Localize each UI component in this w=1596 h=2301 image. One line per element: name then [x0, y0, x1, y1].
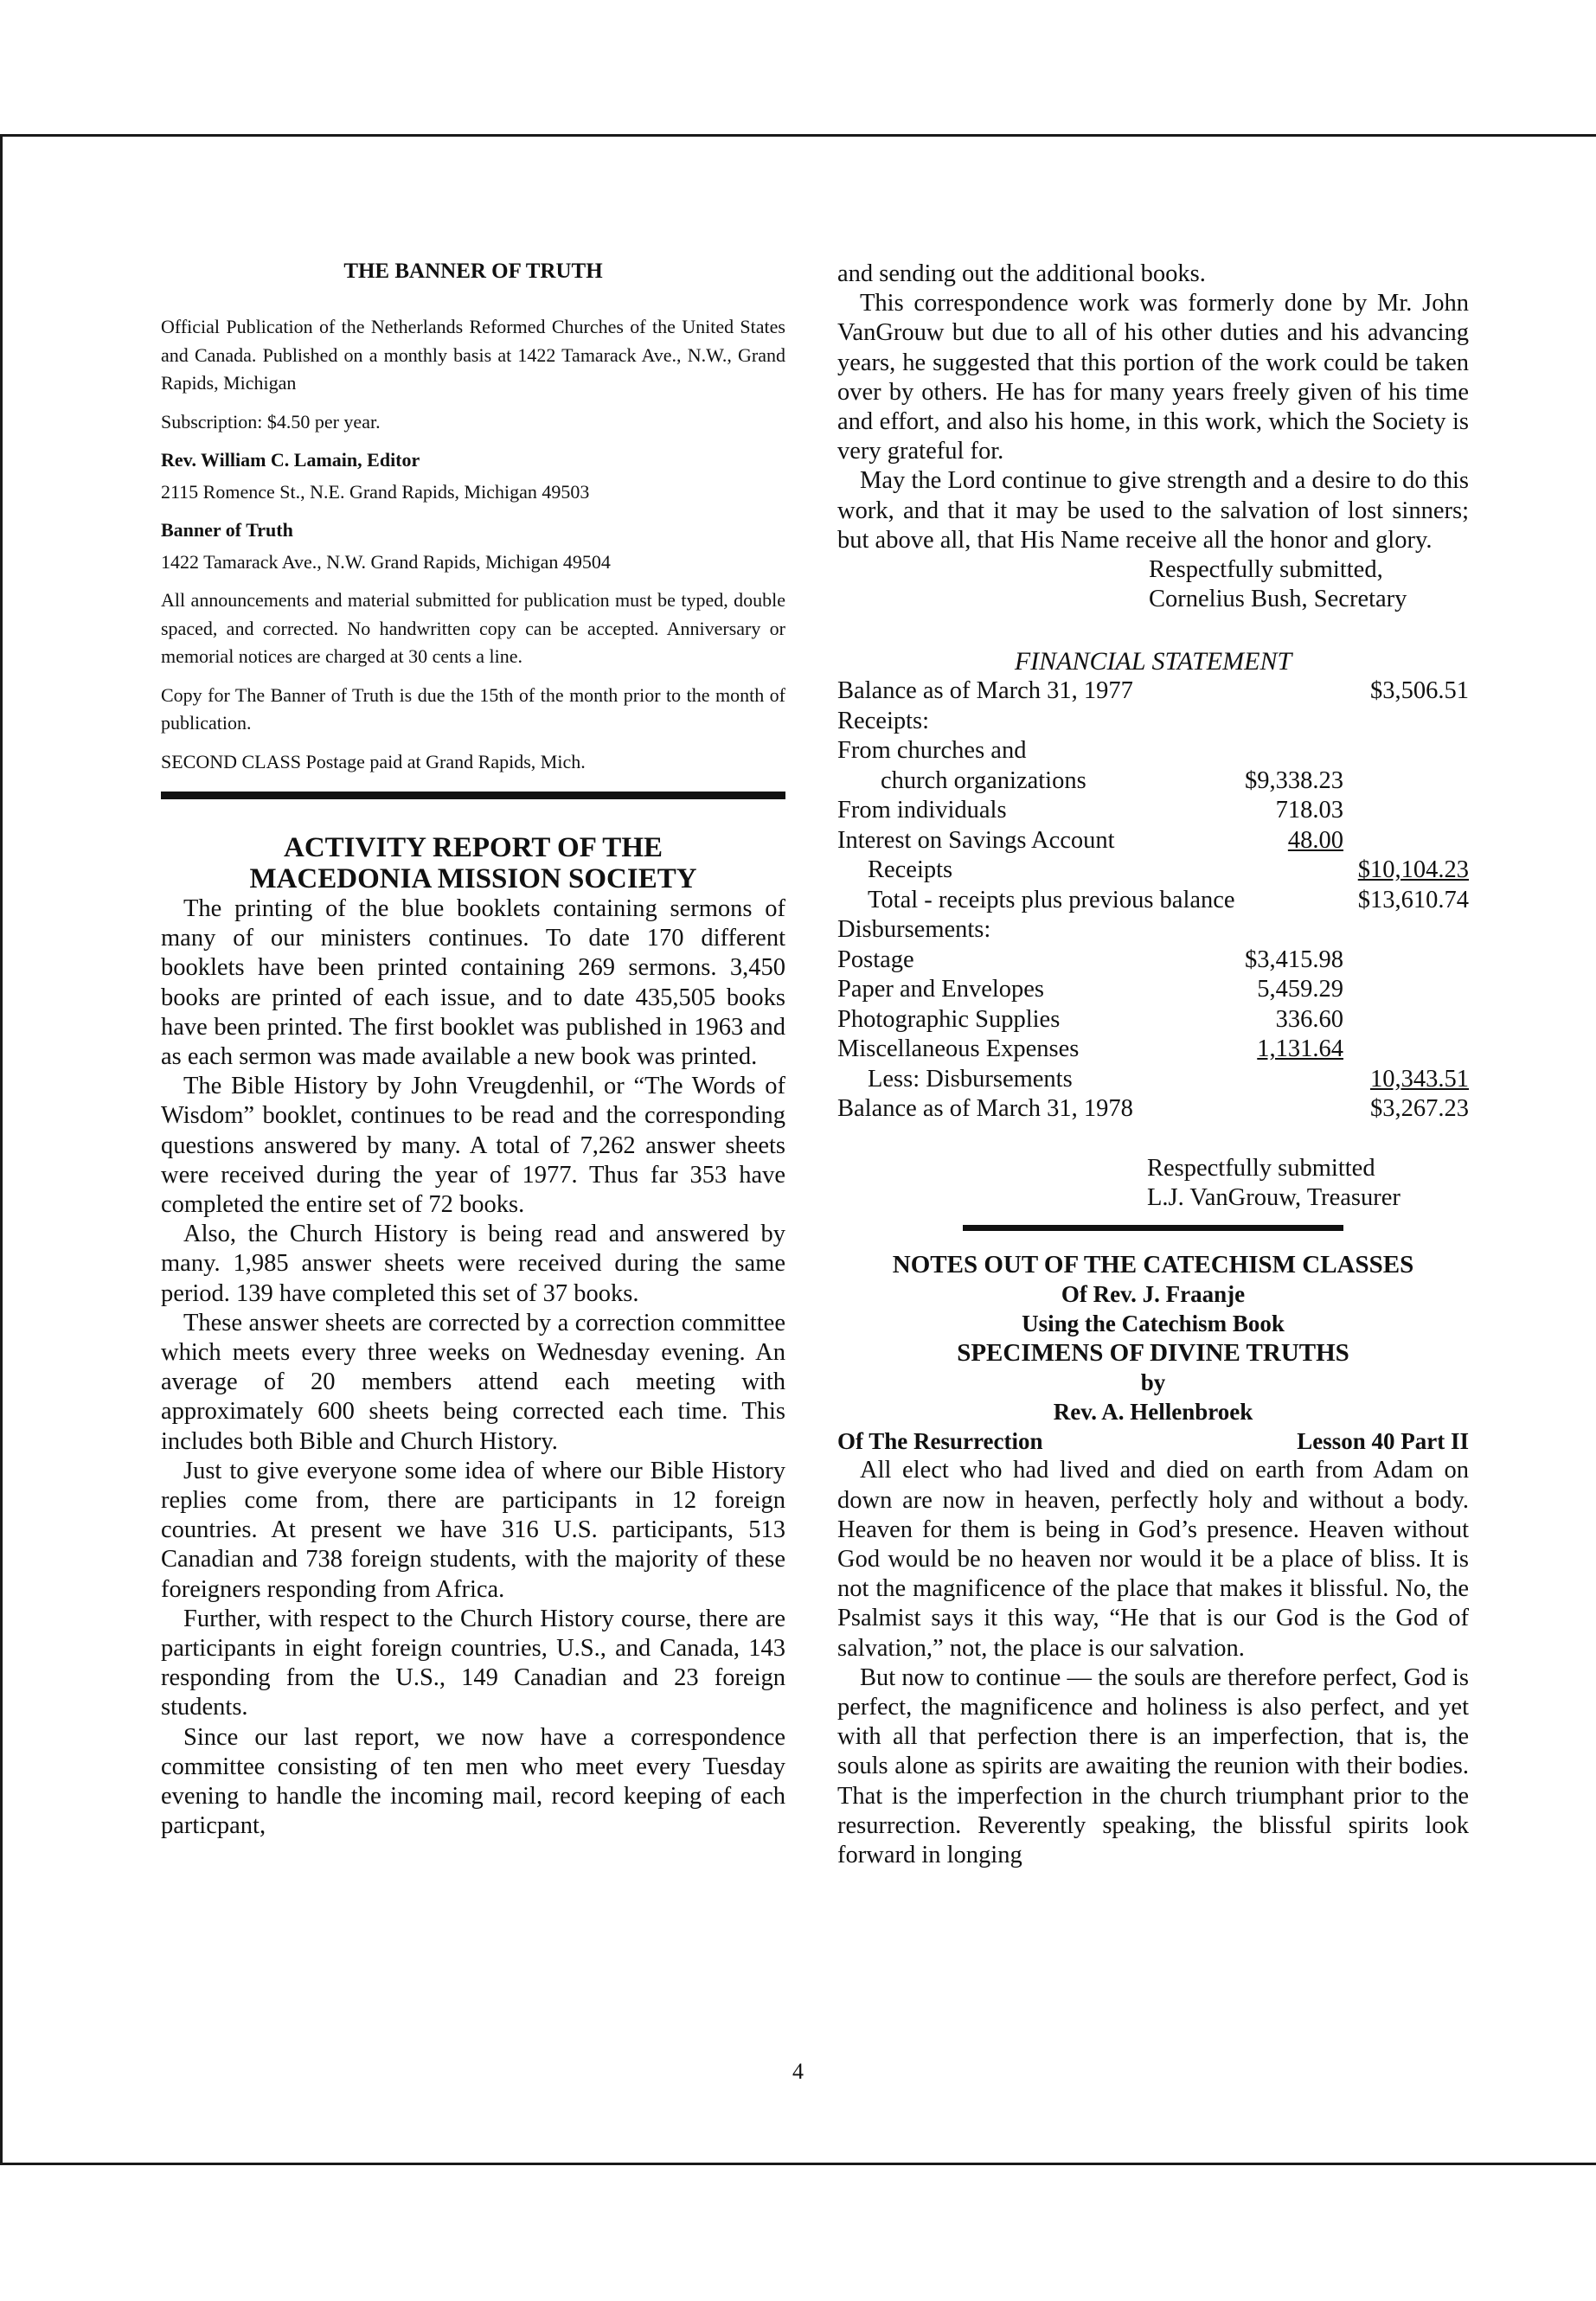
activity-paragraph: May the Lord continue to give strength and a desire to do this work, and that it may be used to the salvation of lost sinners; but above all, that His Name receive all the honor and glory.: [837, 467, 1469, 554]
activity-paragraph: This correspondence work was formerly done by Mr. John VanGrouw but due to all of his other duties and his advancing years, he suggested that this portion of the work could be taken over by others. He has for many years freely given of his time and effort, and also his home, in this work, which the Society is very grateful for.: [837, 290, 1469, 465]
masthead-official: Official Publication of the Netherlands Reformed Churches of the United States and Canada. Published on a monthly basis at 1422 Tamarack Ave., N.W., Grand Rapids, Michigan: [161, 316, 785, 394]
catechism-heading: NOTES OUT OF THE CATECHISM CLASSES: [892, 1251, 1414, 1279]
paper-label: Paper and Envelopes: [837, 976, 1045, 1003]
financial-row: [837, 975, 1469, 1005]
masthead-banner-address: 1422 Tamarack Ave., N.W. Grand Rapids, Michigan 49504: [161, 550, 611, 573]
activity-paragraph: Further, with respect to the Church History course, there are participants in eight foreign countries, U.S., and Canada, 143 responding from the U.S., 149 Canadian and 23 foreign students.: [161, 1605, 785, 1721]
financial-row: [837, 1094, 1469, 1125]
balance-1977-amount: $3,506.51: [1370, 677, 1469, 705]
lesson-number: Lesson 40 Part II: [1297, 1428, 1469, 1455]
masthead-editor-address: 2115 Romence St., N.E. Grand Rapids, Michigan 49503: [161, 480, 590, 503]
interest-amount: 48.00: [1287, 826, 1343, 854]
activity-continued-line: and sending out the additional books.: [837, 260, 1206, 287]
less-disbursements-amount: 10,343.51: [1370, 1065, 1469, 1093]
treasurer-sign-line2: L.J. VanGrouw, Treasurer: [1147, 1184, 1401, 1212]
total-amount: $13,610.74: [1357, 886, 1469, 913]
financial-row: [837, 1065, 1469, 1095]
activity-paragraph: Also, the Church History is being read and answered by many. 1,985 answer sheets were received during the same period. 139 have completed this set of 37 books.: [161, 1221, 785, 1307]
lesson-topic: Of The Resurrection: [837, 1428, 1043, 1455]
masthead-subscription: Subscription: $4.50 per year.: [161, 410, 381, 433]
interest-label: Interest on Savings Account: [837, 826, 1115, 854]
financial-row: [837, 826, 1469, 856]
activity-paragraph: The printing of the blue booklets containing sermons of many of our ministers continues. To date 170 different booklets have been printed containing 269 sermons. 3,450 books are printed of each issue, and to date 435,505 books have been printed. The first booklet was published in 1963 and as each sermon was made available a new book was printed.: [161, 895, 785, 1071]
postage-label: Postage: [837, 945, 914, 973]
catechism-heading: SPECIMENS OF DIVINE TRUTHS: [957, 1339, 1349, 1368]
catechism-subheading: Rev. A. Hellenbroek: [1053, 1399, 1253, 1426]
activity-paragraph: Since our last report, we now have a correspondence committee consisting of ten men who meet every Tuesday evening to handle the incoming mail, record keeping of each particpant,: [161, 1723, 785, 1840]
financial-title: FINANCIAL STATEMENT: [1014, 647, 1292, 676]
top-rule: [0, 134, 1596, 137]
activity-paragraph: These answer sheets are corrected by a correction committee which meets every three weeks on Wednesday evening. An average of 20 members attend each meeting with approximately 600 sheets being corrected each time. This includes both Bible and Church History.: [161, 1309, 785, 1455]
secretary-sign-line2: Cornelius Bush, Secretary: [1149, 586, 1407, 613]
disbursements-heading: Disbursements:: [837, 916, 991, 944]
activity-title-line1: ACTIVITY REPORT OF THE: [283, 832, 663, 863]
left-column: [161, 260, 785, 1842]
catechism-subheading: by: [1140, 1369, 1166, 1396]
treasurer-sign-line1: Respectfully submitted: [1147, 1154, 1375, 1182]
receipts-label: Receipts: [868, 856, 953, 884]
masthead-copy-due: Copy for The Banner of Truth is due the 15th of the month prior to the month of publication.: [161, 683, 785, 734]
paper-amount: 5,459.29: [1257, 976, 1343, 1003]
financial-row: [837, 856, 1469, 886]
masthead-title: THE BANNER OF TRUTH: [343, 260, 603, 283]
from-individuals-amount: 718.03: [1275, 797, 1343, 824]
catechism-subheading: Using the Catechism Book: [1022, 1311, 1285, 1337]
less-disbursements-label: Less: Disbursements: [868, 1065, 1073, 1093]
receipts-heading: Receipts:: [837, 707, 930, 734]
left-edge-rule: [0, 134, 3, 2165]
financial-row: [837, 707, 1469, 737]
lesson-row: [837, 1426, 1469, 1456]
financial-row: [837, 886, 1469, 916]
right-column: [837, 260, 1469, 1870]
total-label: Total - receipts plus previous balance: [868, 886, 1235, 913]
from-churches-amount: $9,338.23: [1245, 766, 1343, 794]
balance-1977-label: Balance as of March 31, 1977: [837, 677, 1133, 705]
financial-row: [837, 736, 1469, 766]
receipts-total: $10,104.23: [1357, 856, 1469, 884]
secretary-sign-line1: Respectfully submitted,: [1149, 556, 1383, 584]
misc-label: Miscellaneous Expenses: [837, 1035, 1080, 1063]
photo-amount: 336.60: [1275, 1005, 1343, 1033]
financial-row: [837, 945, 1469, 976]
activity-paragraph: The Bible History by John Vreugdenhil, or “The Words of Wisdom” booklet, continues to be read and the corresponding questions answered by many. A total of 7,262 answer sheets were received during the year of 1977. Thus far 353 have completed the entire set of 72 books.: [161, 1073, 785, 1219]
masthead-postage: SECOND CLASS Postage paid at Grand Rapids, Mich.: [161, 750, 586, 772]
catechism-subheading: Of Rev. J. Fraanje: [1061, 1281, 1246, 1308]
masthead-announcements: All announcements and material submitted for publication must be typed, double spaced, and corrected. No handwritten copy can be accepted. Anniversary or memorial notices are charged at 30 cents a line.: [161, 589, 785, 667]
page-number: 4: [792, 2059, 804, 2084]
from-churches-label-1: From churches and: [837, 737, 1027, 765]
activity-paragraph: Just to give everyone some idea of where our Bible History replies come from, there are participants in 12 foreign countries. At present we have 316 U.S. participants, 513 Canadian and 738 foreign students, with the majority of these foreigners responding from Africa.: [161, 1457, 785, 1603]
financial-row: [837, 676, 1469, 707]
financial-row: [837, 1005, 1469, 1035]
financial-row: [837, 796, 1469, 826]
financial-row: [837, 1035, 1469, 1065]
activity-title-line2: MACEDONIA MISSION SOCIETY: [249, 863, 697, 894]
masthead-editor-name: Rev. William C. Lamain, Editor: [161, 449, 420, 471]
balance-1978-amount: $3,267.23: [1370, 1095, 1469, 1123]
photo-label: Photographic Supplies: [837, 1005, 1061, 1033]
from-individuals-label: From individuals: [837, 797, 1007, 824]
section-divider: [963, 1225, 1343, 1231]
masthead-banner-name: Banner of Truth: [161, 519, 293, 541]
catechism-paragraph: All elect who had lived and died on earth from Adam on down are now in heaven, perfectly holy and without a body. Heaven for them is being in God’s presence. Heaven without God would be no heaven nor would it be a place of bliss. It is not the magnificence of the place that makes it blissful. No, the Psalmist says it this way, “He that is our God is the God of salvation,” not, the place is our salvation.: [837, 1457, 1469, 1662]
section-divider: [161, 792, 785, 799]
from-churches-label-2: church organizations: [881, 766, 1086, 794]
misc-amount: 1,131.64: [1257, 1035, 1343, 1063]
postage-amount: $3,415.98: [1245, 945, 1343, 973]
bottom-rule: [0, 2163, 1596, 2165]
catechism-paragraph: But now to continue — the souls are therefore perfect, God is perfect, the magnificence and holiness is also perfect, and yet with all that perfection there is an imperfection, that is, the souls alone as spirits are awaiting the reunion with their bodies. That is the imperfection in the church triumphant prior to the resurrection. Reverently speaking, the blissful spirits look forward in longing: [837, 1663, 1469, 1868]
balance-1978-label: Balance as of March 31, 1978: [837, 1095, 1133, 1123]
financial-row: [837, 766, 1469, 797]
financial-row: [837, 915, 1469, 945]
